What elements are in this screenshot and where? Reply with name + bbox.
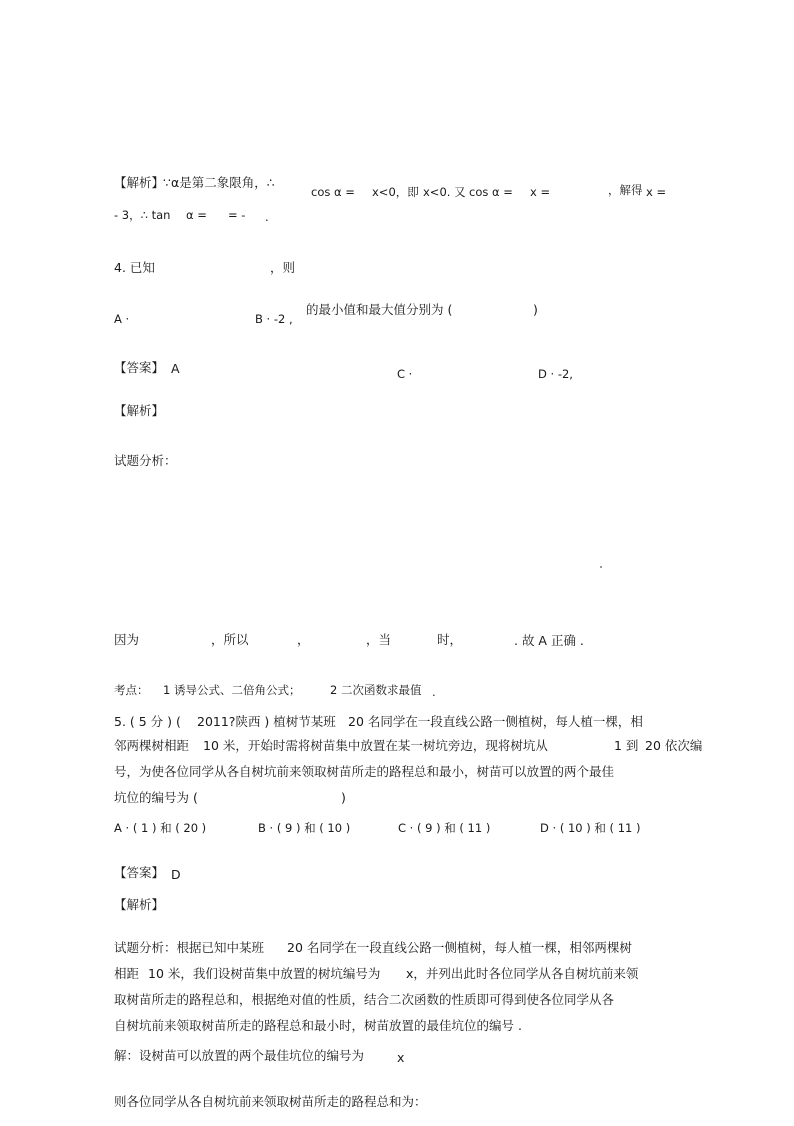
q4-then: ，则 — [270, 260, 296, 275]
q4-kaodian-2: 2 二次函数求最值 — [330, 683, 422, 697]
formula-text: = - — [228, 208, 246, 222]
formula-text: x<0，即 — [372, 185, 419, 199]
q5-analysis-3: 取树苗所走的路程总和，根据绝对值的性质，结合二次函数的性质即可得到使各位同学从各 — [114, 992, 615, 1007]
q5-jiexi-label: 【解析】 — [114, 897, 165, 912]
q4-question-close: ) — [533, 302, 538, 317]
stray-mark — [600, 566, 602, 568]
q5-analysis-1a: 试题分析：根据已知中某班 — [114, 940, 265, 955]
q5-solution-a: 解：设树苗可以放置的两个最佳坑位的编号为 — [114, 1048, 365, 1063]
q5-line2-a: 邻两棵树相距 — [114, 738, 190, 753]
q5-line2-c: 1 到 — [614, 738, 639, 753]
formula-text: α = — [186, 208, 207, 222]
q5-line4-b: ) — [341, 790, 346, 805]
q4-question: 的最小值和最大值分别为 ( — [306, 302, 453, 317]
formula-text: ，解得 — [608, 183, 643, 197]
q5-line1-a: 5. ( 5 分 ) ( — [114, 714, 181, 729]
q4-answer-value: A — [171, 361, 180, 376]
q4-conclusion: . 故 A 正确 . — [514, 633, 584, 648]
formula-text: x<0. 又 — [423, 185, 466, 199]
q4-analysis-label: 试题分析： — [114, 453, 177, 468]
q5-option-c: C · ( 9 ) 和 ( 11 ) — [398, 821, 491, 835]
q4-comma: ， — [297, 632, 310, 647]
q5-line3: 号，为使各位同学从各自树坑前来领取树苗所走的路程总和最小，树苗可以放置的两个最佳 — [114, 764, 615, 779]
q5-answer-value: D — [171, 867, 181, 882]
jiexi-label: 【解析】 — [114, 175, 165, 190]
q5-answer-label: 【答案】 — [114, 865, 165, 880]
q5-option-d: D · ( 10 ) 和 ( 11 ) — [540, 821, 641, 835]
q5-line1-b: 2011?陕西 ) 植树节某班 — [197, 714, 336, 729]
q4-when: ，当 — [366, 632, 392, 647]
q4-stem: 4. 已知 — [114, 260, 155, 275]
q4-kaodian-end: . — [432, 685, 436, 699]
formula-text: cos α = — [469, 185, 513, 199]
formula-text: - 3，∴ tan — [114, 208, 171, 222]
q5-line2-d: 20 依次编 — [645, 738, 703, 753]
q5-option-a: A · ( 1 ) 和 ( 20 ) — [114, 821, 207, 835]
q4-answer-label: 【答案】 — [114, 360, 165, 375]
q4-time: 时， — [437, 632, 463, 647]
q4-option-d: D · -2, — [538, 367, 573, 381]
q5-analysis-2b: 10 米，我们设树苗集中放置的树坑编号为 — [148, 966, 381, 981]
q4-so: ，所以 — [211, 632, 249, 647]
q4-kaodian-1: 1 诱导公式、二倍角公式； — [163, 683, 301, 697]
q5-last-line: 则各位同学从各自树坑前来领取树苗所走的路程总和为： — [114, 1094, 427, 1109]
q4-option-c: C · — [397, 367, 413, 381]
q4-because: 因为 — [114, 632, 140, 647]
formula-text: cos α = — [311, 185, 355, 199]
formula-text: x = — [646, 185, 667, 199]
q5-line4-a: 坑位的编号为 ( — [114, 790, 198, 805]
q4-kaodian-label: 考点： — [114, 683, 149, 697]
q5-option-b: B · ( 9 ) 和 ( 10 ) — [258, 821, 351, 835]
q5-line2-b: 10 米，开始时需将树苗集中放置在某一树坑旁边，现将树坑从 — [203, 738, 548, 753]
jiexi-text: ∵α是第二象限角，∴ — [163, 175, 275, 190]
formula-text: . — [265, 210, 269, 224]
q5-solution-b: x — [397, 1050, 405, 1065]
q5-analysis-4: 自树坑前来领取树苗所走的路程总和最小时，树苗放置的最佳坑位的编号 . — [114, 1018, 522, 1033]
q5-analysis-2a: 相距 — [114, 966, 140, 981]
formula-text: x = — [530, 185, 551, 199]
q4-jiexi-label: 【解析】 — [114, 403, 165, 418]
q5-line1-c: 20 名同学在一段直线公路一侧植树，每人植一棵，相 — [348, 714, 643, 729]
q4-option-b: B · -2 , — [255, 312, 293, 326]
q5-analysis-1b: 20 名同学在一段直线公路一侧植树，每人植一棵，相邻两棵树 — [287, 940, 632, 955]
q5-analysis-2c: x，并列出此时各位同学从各自树坑前来领 — [406, 966, 639, 981]
q4-option-a: A · — [114, 312, 130, 326]
